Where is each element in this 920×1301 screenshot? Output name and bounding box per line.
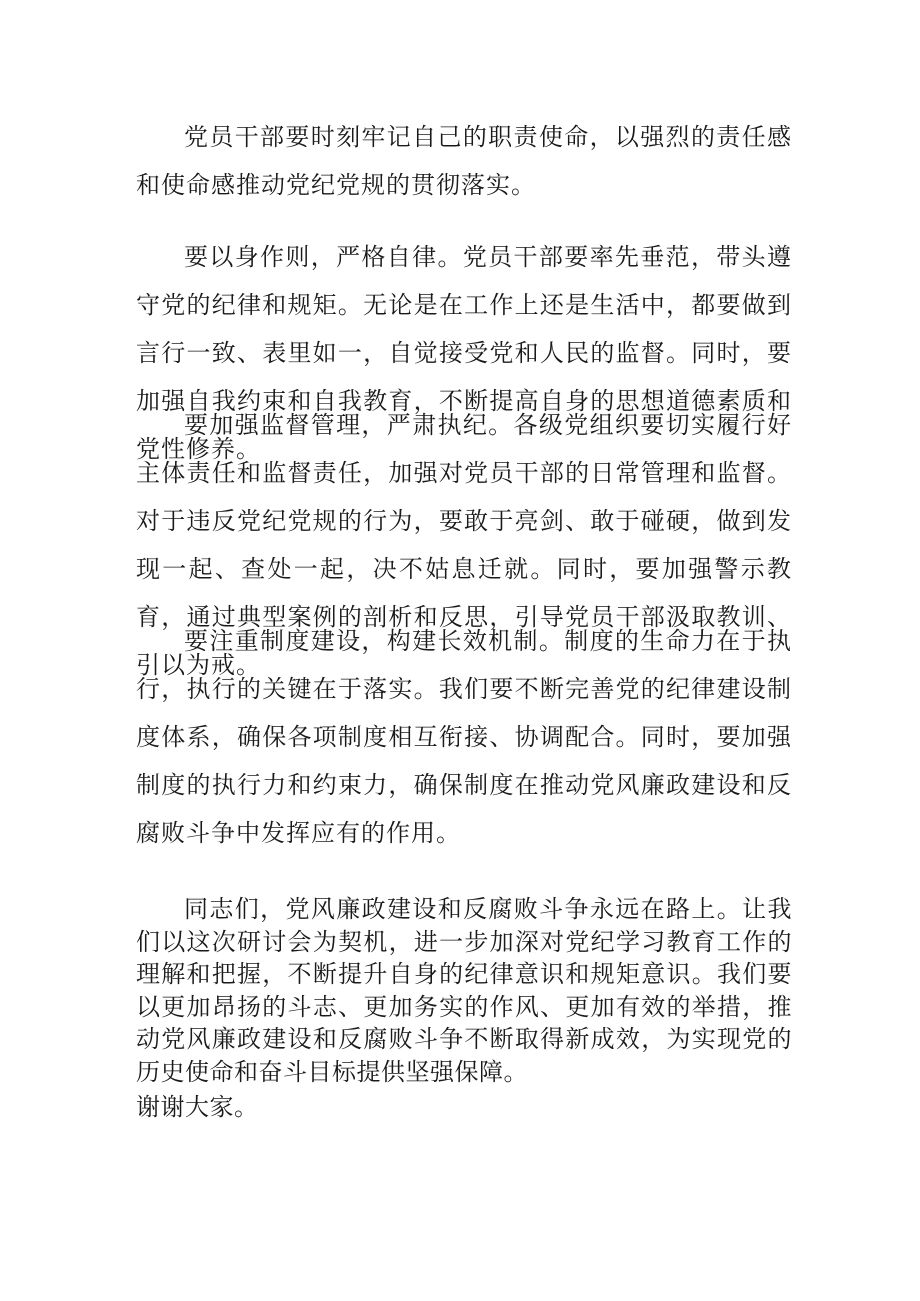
paragraph-supervision: 要加强监督管理，严肃执纪。各级党组织要切实履行好主体责任和监督责任，加强对党员干部的日常管理和监督。对于违反党纪党规的行为，要敢于亮剑、敢于碰硬，做到发现一起、查处一起，决不姑息迁就。同时，要加强警示教育，通过典型案例的剖析和反思，引导党员干部汲取教训、引以为戒。 [136,411,792,679]
paragraph-conclusion: 同志们，党风廉政建设和反腐败斗争永远在路上。让我们以这次研讨会为契机，进一步加深对党纪学习教育工作的理解和把握，不断提升自身的纪律意识和规矩意识。我们要以更加昂扬的斗志、更加务实的作风、更加有效的举措，推动党风廉政建设和反腐败斗争不断取得新成效，为实现党的历史使命和奋斗目标提供坚强保障。 [136,895,792,1086]
paragraph-responsibility: 党员干部要时刻牢记自己的职责使命，以强烈的责任感和使命感推动党纪党规的贯彻落实。 [136,123,792,199]
closing-remark: 谢谢大家。 [136,1093,259,1121]
paragraph-self-discipline: 要以身作则，严格自律。党员干部要率先垂范，带头遵守党的纪律和规矩。无论是在工作上还是生活中，都要做到言行一致、表里如一，自觉接受党和人民的监督。同时，要加强自我约束和自我教育，不断提高自身的思想道德素质和党性修养。 [136,243,792,463]
paragraph-institution-building: 要注重制度建设，构建长效机制。制度的生命力在于执行，执行的关键在于落实。我们要不断完善党的纪律建设制度体系，确保各项制度相互衔接、协调配合。同时，要加强制度的执行力和约束力，确保制度在推动党风廉政建设和反腐败斗争中发挥应有的作用。 [136,627,792,847]
